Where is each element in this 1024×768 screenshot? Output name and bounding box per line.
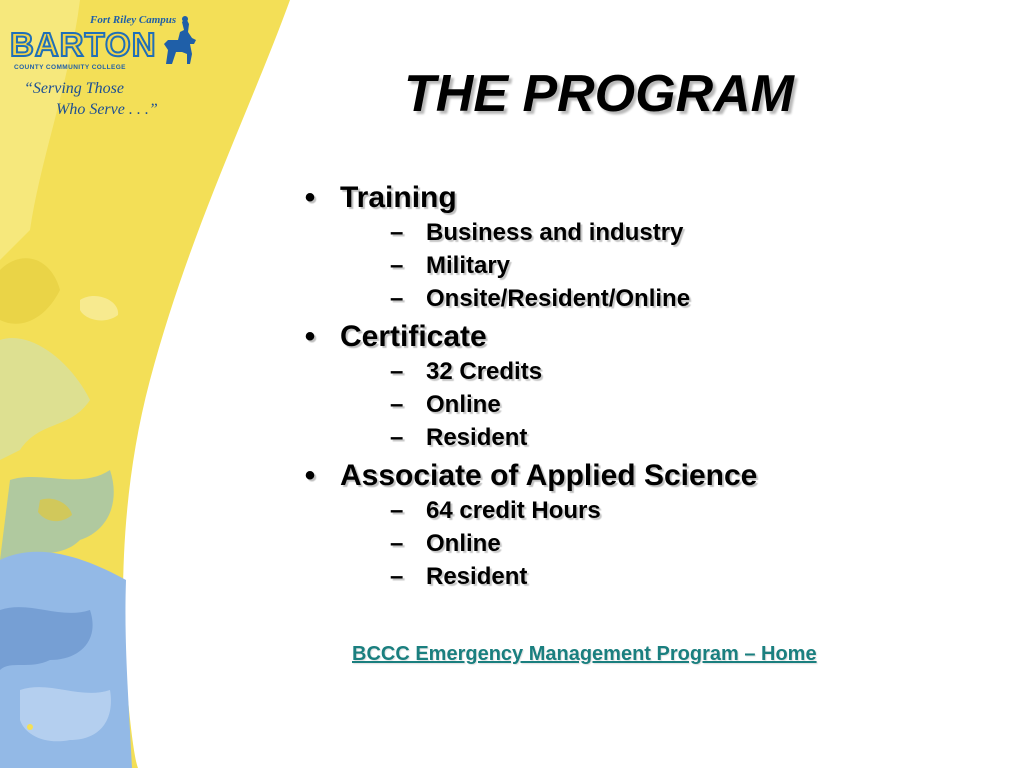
- sub-list: [340, 494, 1000, 593]
- horse-rider-icon: [158, 14, 202, 66]
- slide-title: THE PROGRAM: [404, 65, 794, 123]
- sub-item: [340, 355, 1000, 388]
- sub-item-dash: –: [390, 530, 404, 557]
- sub-list: [340, 216, 1000, 315]
- bullet-marker: •: [304, 320, 316, 353]
- sub-item: [340, 421, 1000, 454]
- logo-subtitle: COUNTY COMMUNITY COLLEGE: [14, 64, 126, 71]
- sub-item-label: Onsite/Resident/Online: [426, 285, 691, 312]
- sub-item-label: Military: [426, 252, 511, 279]
- sub-item: [340, 282, 1000, 315]
- sub-item-dash: –: [390, 563, 404, 590]
- bullet-label: Associate of Applied Science: [340, 459, 758, 492]
- sub-item: [340, 216, 1000, 249]
- sub-item: [340, 388, 1000, 421]
- sub-item-dash: –: [390, 391, 404, 418]
- sub-item-label: Online: [426, 391, 501, 418]
- sub-item: [340, 249, 1000, 282]
- bullet-marker: •: [304, 459, 316, 492]
- tagline-line-1: “Serving Those: [24, 80, 124, 97]
- sub-item-label: 64 credit Hours: [426, 497, 601, 524]
- sub-item-label: Resident: [426, 563, 528, 590]
- logo-campus-text: Fort Riley Campus: [90, 14, 177, 26]
- bullet-label: Certificate: [340, 320, 487, 353]
- tagline-line-2: Who Serve . . .”: [56, 101, 158, 118]
- sub-item-label: Online: [426, 530, 501, 557]
- sub-list: [340, 355, 1000, 454]
- sub-item-dash: –: [390, 285, 404, 312]
- sub-item-dash: –: [390, 358, 404, 385]
- sub-item-dash: –: [390, 497, 404, 524]
- barton-logo: [8, 10, 198, 74]
- program-home-link[interactable]: BCCC Emergency Management Program – Home: [352, 643, 817, 665]
- bullet-item: [300, 180, 1000, 315]
- sub-item-label: Resident: [426, 424, 528, 451]
- sub-item: [340, 560, 1000, 593]
- bullet-item: [300, 319, 1000, 454]
- tagline: [24, 78, 194, 120]
- bullet-item: [300, 458, 1000, 593]
- sub-item: [340, 494, 1000, 527]
- logo-wordmark: BARTON: [10, 26, 157, 63]
- sub-item-dash: –: [390, 252, 404, 279]
- bullet-list: [300, 180, 1000, 597]
- sub-item-label: 32 Credits: [426, 358, 543, 385]
- sub-item-dash: –: [390, 219, 404, 246]
- bullet-marker: •: [304, 181, 316, 214]
- bullet-label: Training: [340, 181, 457, 214]
- sub-item-dash: –: [390, 424, 404, 451]
- sub-item: [340, 527, 1000, 560]
- sub-item-label: Business and industry: [426, 219, 684, 246]
